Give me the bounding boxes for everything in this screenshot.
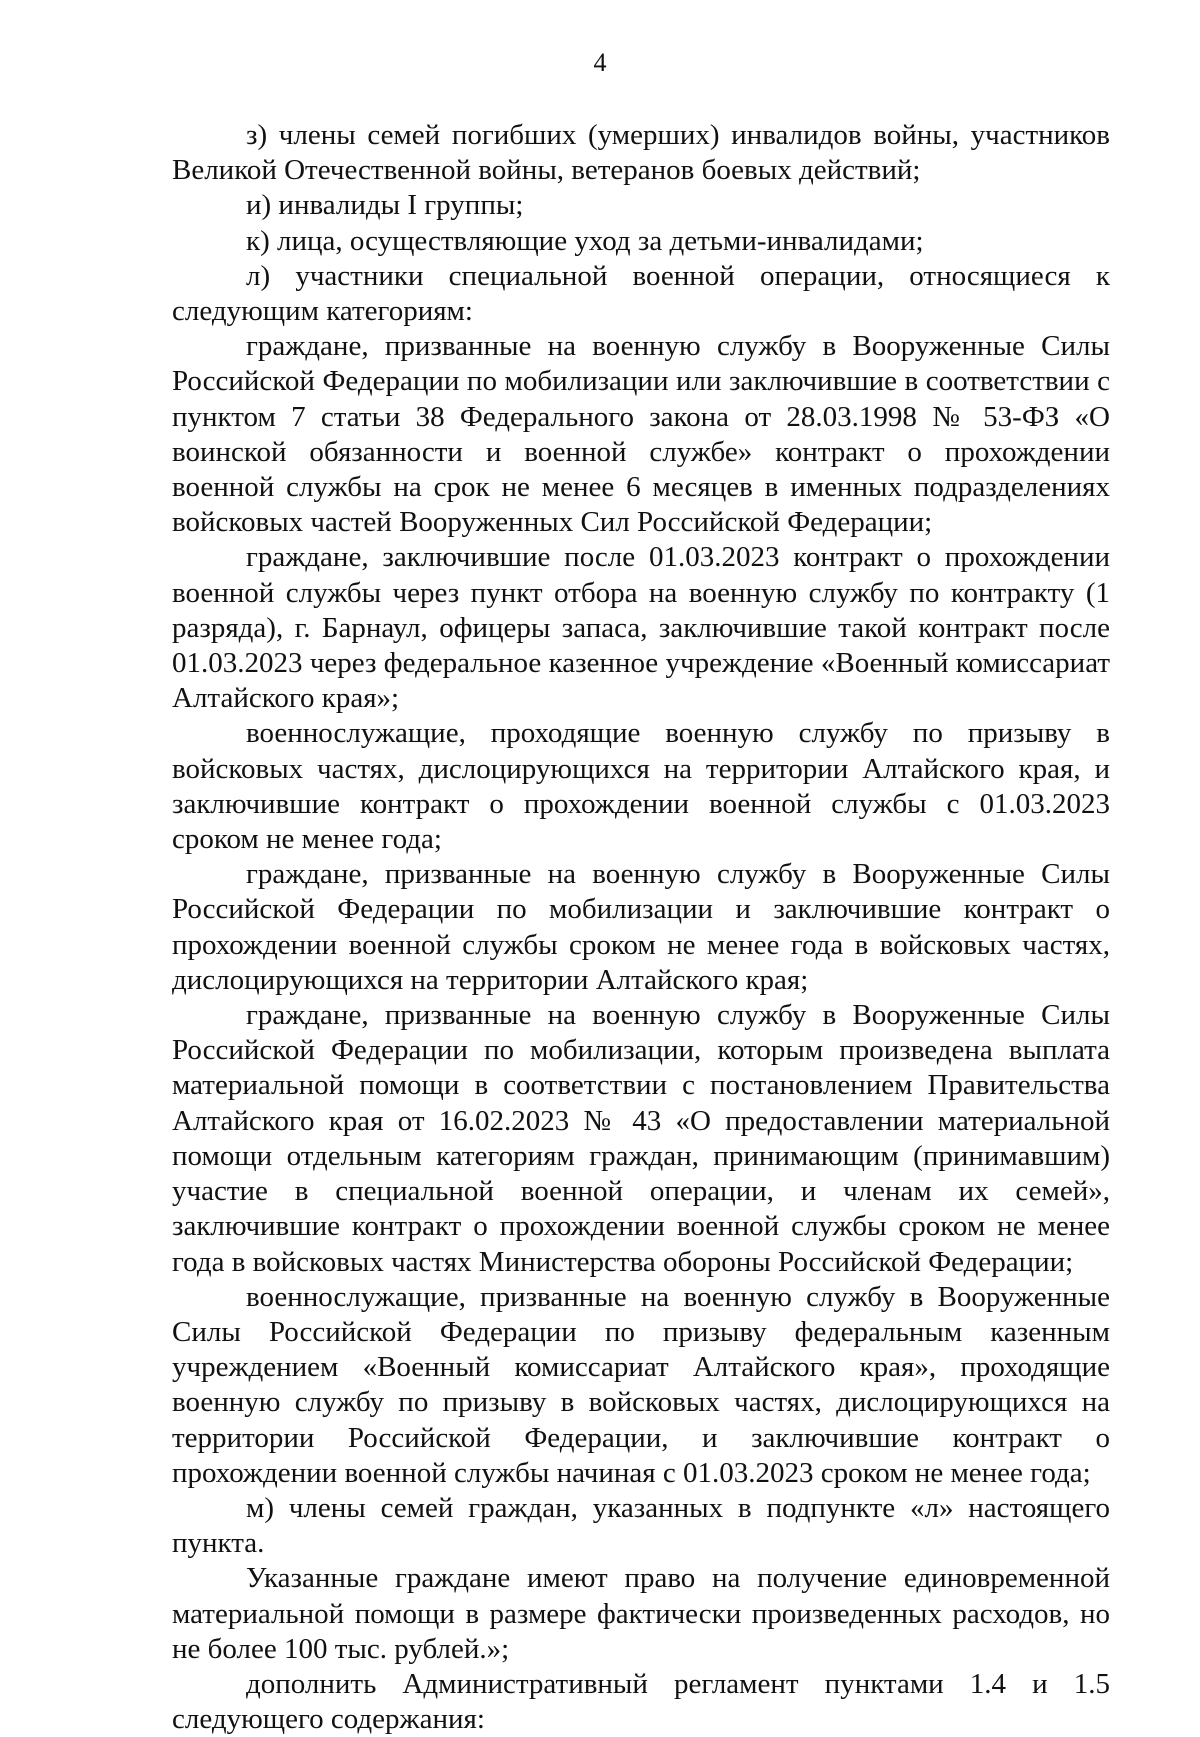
paragraph-conscripts-russia: военнослужащие, призванные на военную службу в Вооруженные Силы Российской Федерации по призыву федеральным казенным учреждением «Военный комиссариат Алтайского края», проходящие военную службу по призыву в войсковых частях, дислоцирующихся на территории Российской Федерации, и заключившие контракт о прохождении военной службы начиная с 01.03.2023 сроком не менее года;: [172, 1280, 1110, 1489]
paragraph-aid-amount: Указанные граждане имеют право на получение единовременной материальной помощи в размере фактически произведенных расходов, но не более 100 тыс. рублей.»;: [172, 1562, 1110, 1665]
paragraph-z-family-members: з) члены семей погибших (умерших) инвалидов войны, участников Великой Отечественной войны, ветеранов боевых действий;: [172, 119, 1110, 187]
paragraph-conscripts-contract: военнослужащие, проходящие военную службу по призыву в войсковых частях, дислоцирующихся на территории Алтайского края, и заключившие контракт о прохождении военной службы с 01.03.2023 сроком не менее года;: [172, 717, 1110, 856]
paragraph-k-caregivers: к) лица, осуществляющие уход за детьми-инвалидами;: [246, 224, 924, 257]
paragraph-contract-after-date: граждане, заключившие после 01.03.2023 контракт о прохождении военной службы через пункт отбора на военную службу по контракту (1 разряда), г. Барнаул, офицеры запаса, заключившие такой контракт после 01.03.2023 через федеральное казенное учреждение «Военный комиссариат Алтайского края»;: [172, 541, 1110, 715]
paragraph-i-disabled-group-1: и) инвалиды I группы;: [246, 189, 524, 222]
paragraph-m-family-members: м) члены семей граждан, указанных в подпункте «л» настоящего пункта.: [172, 1491, 1110, 1560]
page-number: 4: [593, 48, 607, 77]
paragraph-mobilized-contract-altai: граждане, призванные на военную службу в Вооруженные Силы Российской Федерации по мобилизации и заключившие контракт о прохождении военной службы сроком не менее года в войсковых частях, дислоцирующихся на территории Алтайского края;: [172, 858, 1110, 996]
document-body: [172, 118, 1110, 1737]
paragraph-mobilized-or-contract: граждане, призванные на военную службу в Вооруженные Силы Российской Федерации по мобилизации или заключившие в соответствии с пунктом 7 статьи 38 Федерального закона от 28.03.1998 № 53-ФЗ «О воинской обязанности и военной службе» контракт о прохождении военной службы на срок не менее 6 месяцев в именных подразделениях войсковых частей Вооруженных Сил Российской Федерации;: [172, 330, 1110, 539]
paragraph-l-svo-participants: л) участники специальной военной операции, относящиеся к следующим категориям:: [172, 259, 1110, 328]
paragraph-supplement-regulation: дополнить Административный регламент пунктами 1.4 и 1.5 следующего содержания:: [172, 1667, 1110, 1736]
paragraph-mobilized-aid-paid: граждане, призванные на военную службу в Вооруженные Силы Российской Федерации по мобилизации, которым произведена выплата материальной помощи в соответствии с постановлением Правительства Алтайского края от 16.02.2023 № 43 «О предоставлении материальной помощи отдельным категориям граждан, принимающим (принимавшим) участие в специальной военной операции, и членам их семей», заключившие контракт о прохождении военной службы сроком не менее года в войсковых частях Министерства обороны Российской Федерации;: [172, 999, 1110, 1278]
